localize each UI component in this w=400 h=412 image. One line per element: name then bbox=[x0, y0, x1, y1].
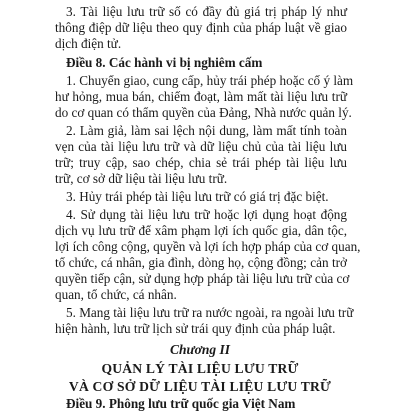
chapter-title-line-1: QUẢN LÝ TÀI LIỆU LƯU TRỮ bbox=[101, 361, 299, 376]
text-line: tổ chức, cá nhân, gia đình, dòng họ, cộng đồng; cản trở bbox=[55, 255, 347, 270]
text-line: do cơ quan có thẩm quyền của Đảng, Nhà nước quản lý. bbox=[55, 105, 352, 120]
text-line: trữ; truy cập, sao chép, chia sẻ trái phép tài liệu lưu bbox=[55, 155, 347, 170]
article-8-heading: Điều 8. Các hành vi bị nghiêm cấm bbox=[66, 55, 263, 70]
text-line: quyền tiếp cận, sử dụng hợp pháp tài liệu lưu trữ của cơ bbox=[55, 271, 350, 286]
text-line: 3. Hủy trái phép tài liệu lưu trữ có giá trị đặc biệt. bbox=[66, 189, 329, 204]
text-line: lợi ích công cộng, quyền và lợi ích hợp pháp của cơ quan, bbox=[55, 239, 361, 254]
text-line: thông điệp dữ liệu theo quy định của pháp luật về giao bbox=[55, 20, 347, 35]
text-line: 4. Sử dụng tài liệu lưu trữ hoặc lợi dụng hoạt động bbox=[66, 207, 347, 222]
text-line: 3. Tài liệu lưu trữ số có đầy đủ giá trị pháp lý như bbox=[66, 4, 347, 19]
text-line: dịch vụ lưu trữ để xâm phạm lợi ích quốc gia, dân tộc, bbox=[55, 223, 347, 238]
text-line: trữ, cơ sở dữ liệu tài liệu lưu trữ. bbox=[55, 171, 228, 186]
text-line: hư hỏng, mua bán, chiếm đoạt, làm mất tài liệu lưu trữ bbox=[55, 89, 347, 104]
chapter-title-line-2: VÀ CƠ SỞ DỮ LIỆU TÀI LIỆU LƯU TRỮ bbox=[68, 379, 332, 394]
text-line: dịch điện tử. bbox=[55, 36, 122, 51]
text-line: hiện hành, lưu trữ lịch sử trái quy định của pháp luật. bbox=[55, 321, 336, 336]
text-line: 1. Chuyển giao, cung cấp, hủy trái phép hoặc cố ý làm bbox=[66, 73, 354, 88]
text-line: 5. Mang tài liệu lưu trữ ra nước ngoài, ra ngoài lưu trữ bbox=[66, 305, 354, 320]
chapter-label: Chương II bbox=[170, 342, 230, 357]
text-line: 2. Làm giả, làm sai lệch nội dung, làm mất tính toàn bbox=[66, 123, 347, 138]
article-9-heading: Điều 9. Phông lưu trữ quốc gia Việt Nam bbox=[66, 396, 296, 411]
text-line: vẹn của tài liệu lưu trữ và dữ liệu chủ của tài liệu lưu bbox=[55, 139, 347, 154]
text-line: quan, tổ chức, cá nhân. bbox=[55, 287, 177, 302]
